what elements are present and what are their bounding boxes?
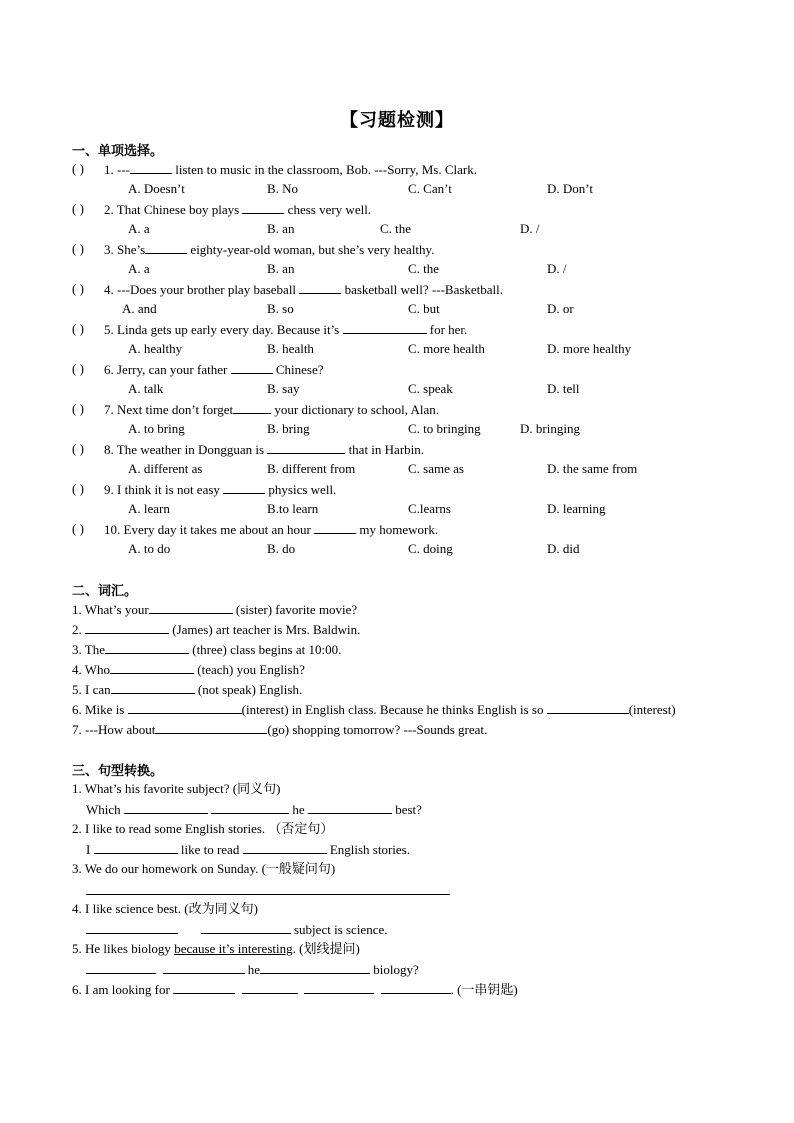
mcq-options xyxy=(0,219,794,239)
answer-paren[interactable]: ( ) xyxy=(72,321,84,336)
mcq-options xyxy=(0,459,794,479)
answer-line[interactable] xyxy=(86,894,450,895)
answer-blank[interactable] xyxy=(242,199,284,214)
option-a[interactable]: A. a xyxy=(128,261,150,276)
answer-blank[interactable] xyxy=(260,959,370,974)
mcq-question: ( ) 3. She’s eighty-year-old woman, but she’s very healthy. xyxy=(72,241,435,257)
option-a[interactable]: A. and xyxy=(122,301,157,316)
answer-paren[interactable]: ( ) xyxy=(72,441,84,456)
answer-blank[interactable] xyxy=(547,699,629,714)
option-b[interactable]: B. do xyxy=(267,541,296,556)
transform-answer-line: subject is science. xyxy=(86,919,388,939)
transform-question: 2. I like to read some English stories. （否定句） xyxy=(72,821,334,836)
transform-answer-line: he biology? xyxy=(86,959,419,979)
option-b[interactable]: B. an xyxy=(267,221,295,236)
option-a[interactable]: A. healthy xyxy=(128,341,183,356)
answer-blank[interactable] xyxy=(201,919,291,934)
answer-paren[interactable]: ( ) xyxy=(72,161,84,176)
option-d[interactable]: D. learning xyxy=(547,501,606,516)
option-a[interactable]: A. to bring xyxy=(128,421,185,436)
answer-blank[interactable] xyxy=(343,319,427,334)
option-d[interactable]: D. Don’t xyxy=(547,181,593,196)
vocab-item: 1. What’s your (sister) favorite movie? xyxy=(72,599,357,619)
mcq-question: ( ) 1. --- listen to music in the classroom, Bob. ---Sorry, Ms. Clark. xyxy=(72,161,477,177)
mcq-options xyxy=(0,259,794,279)
answer-blank[interactable] xyxy=(145,239,187,254)
vocab-item: 4. Who (teach) you English? xyxy=(72,659,305,679)
answer-blank[interactable] xyxy=(231,359,273,374)
mcq-options xyxy=(0,419,794,439)
option-b[interactable]: B. so xyxy=(267,301,294,316)
answer-blank[interactable] xyxy=(155,719,267,734)
mcq-question: ( ) 6. Jerry, can your father Chinese? xyxy=(72,361,324,377)
option-d[interactable]: D. more healthy xyxy=(547,341,632,356)
answer-blank[interactable] xyxy=(124,799,208,814)
answer-blank[interactable] xyxy=(308,799,392,814)
answer-blank[interactable] xyxy=(242,979,298,994)
answer-blank[interactable] xyxy=(314,519,356,534)
transform-question: 3. We do our homework on Sunday. (一般疑问句) xyxy=(72,861,336,876)
option-c[interactable]: C. the xyxy=(380,221,412,236)
mcq-options xyxy=(0,179,794,199)
answer-blank[interactable] xyxy=(128,699,242,714)
option-c[interactable]: C.learns xyxy=(408,501,451,516)
option-d[interactable]: D. did xyxy=(547,541,580,556)
answer-blank[interactable] xyxy=(381,979,451,994)
transform-answer-line: Which he best? xyxy=(86,799,422,819)
answer-paren[interactable]: ( ) xyxy=(72,361,84,376)
answer-blank[interactable] xyxy=(85,619,169,634)
page-title: 【习题检测】 xyxy=(340,110,454,131)
mcq-question: ( ) 9. I think it is not easy physics well. xyxy=(72,481,337,497)
option-c[interactable]: C. the xyxy=(408,261,440,276)
answer-blank[interactable] xyxy=(211,799,289,814)
option-c[interactable]: C. same as xyxy=(408,461,464,476)
answer-paren[interactable]: ( ) xyxy=(72,241,84,256)
answer-blank[interactable] xyxy=(233,399,271,414)
mcq-question: ( ) 10. Every day it takes me about an hour my homework. xyxy=(72,521,439,537)
option-c[interactable]: C. more health xyxy=(408,341,485,356)
option-b[interactable]: B. No xyxy=(267,181,299,196)
answer-blank[interactable] xyxy=(149,599,233,614)
vocab-item: 5. I can (not speak) English. xyxy=(72,679,302,699)
answer-blank[interactable] xyxy=(243,839,327,854)
option-b[interactable]: B. bring xyxy=(267,421,310,436)
answer-blank[interactable] xyxy=(94,839,178,854)
option-c[interactable]: C. doing xyxy=(408,541,453,556)
vocab-item: 6. Mike is (interest) in English class. Because he thinks English is so (interest) xyxy=(72,699,676,719)
mcq-question: ( ) 8. The weather in Dongguan is that in Harbin. xyxy=(72,441,425,457)
option-d[interactable]: D. or xyxy=(547,301,574,316)
option-a[interactable]: A. to do xyxy=(128,541,171,556)
mcq-question: ( ) 2. That Chinese boy plays chess very well. xyxy=(72,201,372,217)
answer-blank[interactable] xyxy=(111,679,195,694)
option-a[interactable]: A. talk xyxy=(128,381,164,396)
option-b[interactable]: B. an xyxy=(267,261,295,276)
transform-question: 4. I like science best. (改为同义句) xyxy=(72,901,258,916)
answer-blank[interactable] xyxy=(86,959,156,974)
answer-paren[interactable]: ( ) xyxy=(72,481,84,496)
transform-question: 1. What’s his favorite subject? (同义句) xyxy=(72,781,281,796)
option-b[interactable]: B. say xyxy=(267,381,300,396)
transform-question: 5. He likes biology because it’s interesting. (划线提问) xyxy=(72,941,360,956)
section-heading-vocabulary: 二、词汇。 xyxy=(72,584,138,599)
answer-blank[interactable] xyxy=(105,639,189,654)
answer-blank[interactable] xyxy=(130,159,172,174)
option-d[interactable]: D. / xyxy=(547,261,567,276)
answer-blank[interactable] xyxy=(86,919,178,934)
answer-paren[interactable]: ( ) xyxy=(72,401,84,416)
vocab-item: 7. ---How about (go) shopping tomorrow? ---Sounds great. xyxy=(72,719,487,739)
mcq-options xyxy=(0,339,794,359)
option-d[interactable]: D. the same from xyxy=(547,461,638,476)
answer-blank[interactable] xyxy=(223,479,265,494)
answer-blank[interactable] xyxy=(299,279,341,294)
answer-blank[interactable] xyxy=(304,979,374,994)
option-a[interactable]: A. learn xyxy=(128,501,170,516)
mcq-options xyxy=(0,299,794,319)
option-d[interactable]: D. bringing xyxy=(520,421,580,436)
answer-paren[interactable]: ( ) xyxy=(72,201,84,216)
transform-question: 6. I am looking for . (一串钥匙) xyxy=(72,979,518,999)
answer-blank[interactable] xyxy=(163,959,245,974)
answer-paren[interactable]: ( ) xyxy=(72,281,84,296)
option-c[interactable]: C. to bringing xyxy=(408,421,481,436)
section-heading-sentence-transform: 三、句型转换。 xyxy=(72,764,164,779)
answer-blank[interactable] xyxy=(267,439,345,454)
vocab-item: 3. The (three) class begins at 10:00. xyxy=(72,639,341,659)
option-b[interactable]: B. health xyxy=(267,341,314,356)
option-a[interactable]: A. a xyxy=(128,221,150,236)
answer-blank[interactable] xyxy=(110,659,194,674)
answer-blank[interactable] xyxy=(173,979,235,994)
option-b[interactable]: B. different from xyxy=(267,461,356,476)
vocab-item: 2. (James) art teacher is Mrs. Baldwin. xyxy=(72,619,360,639)
option-a[interactable]: A. different as xyxy=(128,461,203,476)
underlined-phrase: because it’s interesting xyxy=(174,941,293,956)
mcq-question: ( ) 4. ---Does your brother play baseball basketball well? ---Basketball. xyxy=(72,281,504,297)
mcq-options xyxy=(0,379,794,399)
option-c[interactable]: C. speak xyxy=(408,381,453,396)
option-d[interactable]: D. tell xyxy=(547,381,580,396)
mcq-question: ( ) 7. Next time don’t forget your dictionary to school, Alan. xyxy=(72,401,440,417)
answer-paren[interactable]: ( ) xyxy=(72,521,84,536)
option-c[interactable]: C. but xyxy=(408,301,440,316)
transform-answer-line: I like to read English stories. xyxy=(86,839,410,859)
option-d[interactable]: D. / xyxy=(520,221,540,236)
mcq-options xyxy=(0,539,794,559)
option-b[interactable]: B.to learn xyxy=(267,501,319,516)
mcq-question: ( ) 5. Linda gets up early every day. Because it’s for her. xyxy=(72,321,468,337)
mcq-options xyxy=(0,499,794,519)
option-c[interactable]: C. Can’t xyxy=(408,181,452,196)
section-heading-single-choice: 一、单项选择。 xyxy=(72,144,164,159)
option-a[interactable]: A. Doesn’t xyxy=(128,181,185,196)
